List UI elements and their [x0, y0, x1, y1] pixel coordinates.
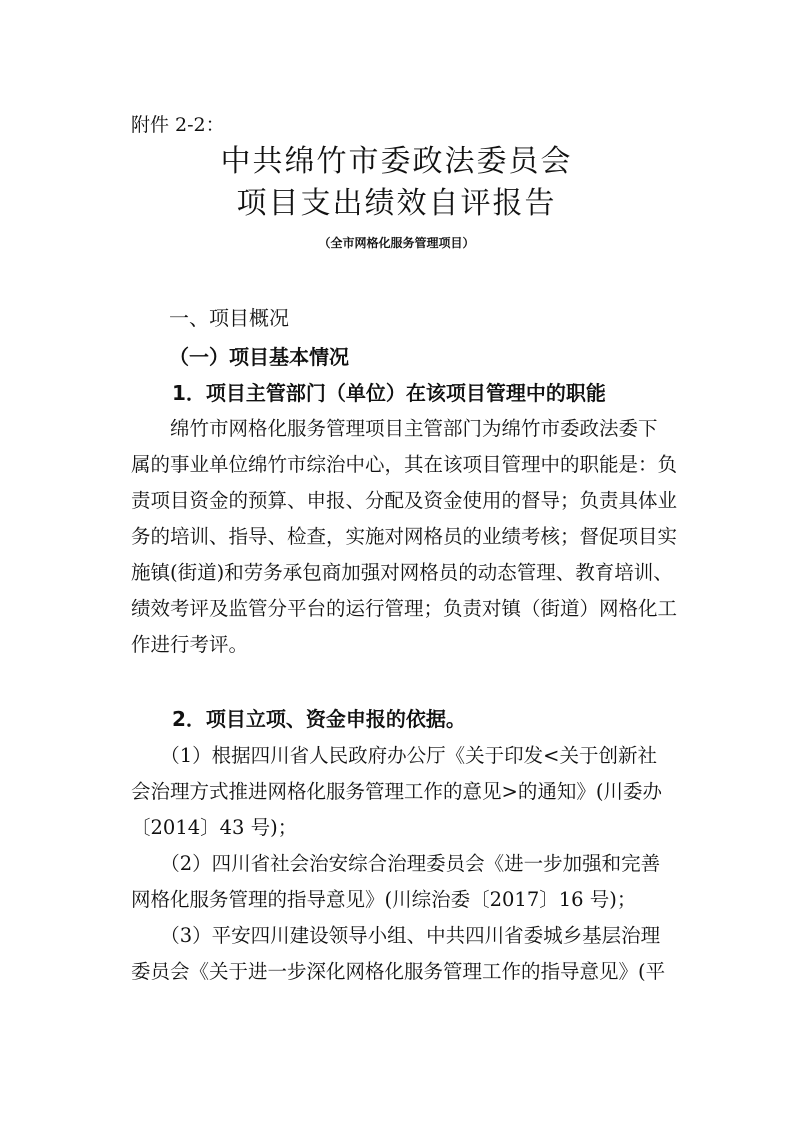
paragraph-line: （2）四川省社会治安综合治理委员会《进一步加强和完善 [131, 852, 661, 875]
paragraph-line: 作进行考评。 [131, 633, 249, 656]
attachment-label: 附件 2-2： [131, 114, 225, 136]
section-heading-project-overview: 一、项目概况 [169, 306, 289, 330]
item-heading-funding-basis: 2．项目立项、资金申报的依据。 [172, 707, 466, 731]
document-title-line-1: 中共绵竹市委政法委员会 [220, 144, 573, 179]
paragraph-line: 〔2014〕43 号)； [131, 816, 298, 839]
paragraph-line: 责项目资金的预算、申报、分配及资金使用的督导；负责具体业 [131, 489, 678, 512]
paragraph-department-functions [131, 411, 691, 663]
paragraph-line: 绵竹市网格化服务管理项目主管部门为绵竹市委政法委下 [131, 417, 658, 440]
paragraph-line: 绩效考评及监管分平台的运行管理；负责对镇（街道）网格化工 [131, 597, 678, 620]
item-heading-department-functions: 1．项目主管部门（单位）在该项目管理中的职能 [172, 381, 606, 405]
paragraph-funding-basis [131, 738, 691, 990]
document-title-line-2: 项目支出绩效自评报告 [236, 186, 557, 221]
paragraph-line: 会治理方式推进网格化服务管理工作的意见>的通知》(川委办 [131, 780, 662, 803]
paragraph-line: 务的培训、指导、检查，实施对网格员的业绩考核；督促项目实 [131, 525, 678, 548]
paragraph-line: 网格化服务管理的指导意见》(川综治委〔2017〕16 号)； [131, 888, 637, 911]
paragraph-line: （3）平安四川建设领导小组、中共四川省委城乡基层治理 [131, 924, 661, 947]
paragraph-line: （1）根据四川省人民政府办公厅《关于印发<关于创新社 [131, 744, 657, 767]
document-subtitle: （全市网格化服务管理项目） [318, 236, 475, 250]
paragraph-line: 属的事业单位绵竹市综治中心，其在该项目管理中的职能是：负 [131, 453, 678, 476]
paragraph-line: 施镇(街道)和劳务承包商加强对网格员的动态管理、教育培训、 [131, 561, 673, 584]
subsection-heading-basic-info: （一）项目基本情况 [169, 345, 349, 369]
paragraph-line: 委员会《关于进一步深化网格化服务管理工作的指导意见》(平 [131, 960, 666, 983]
